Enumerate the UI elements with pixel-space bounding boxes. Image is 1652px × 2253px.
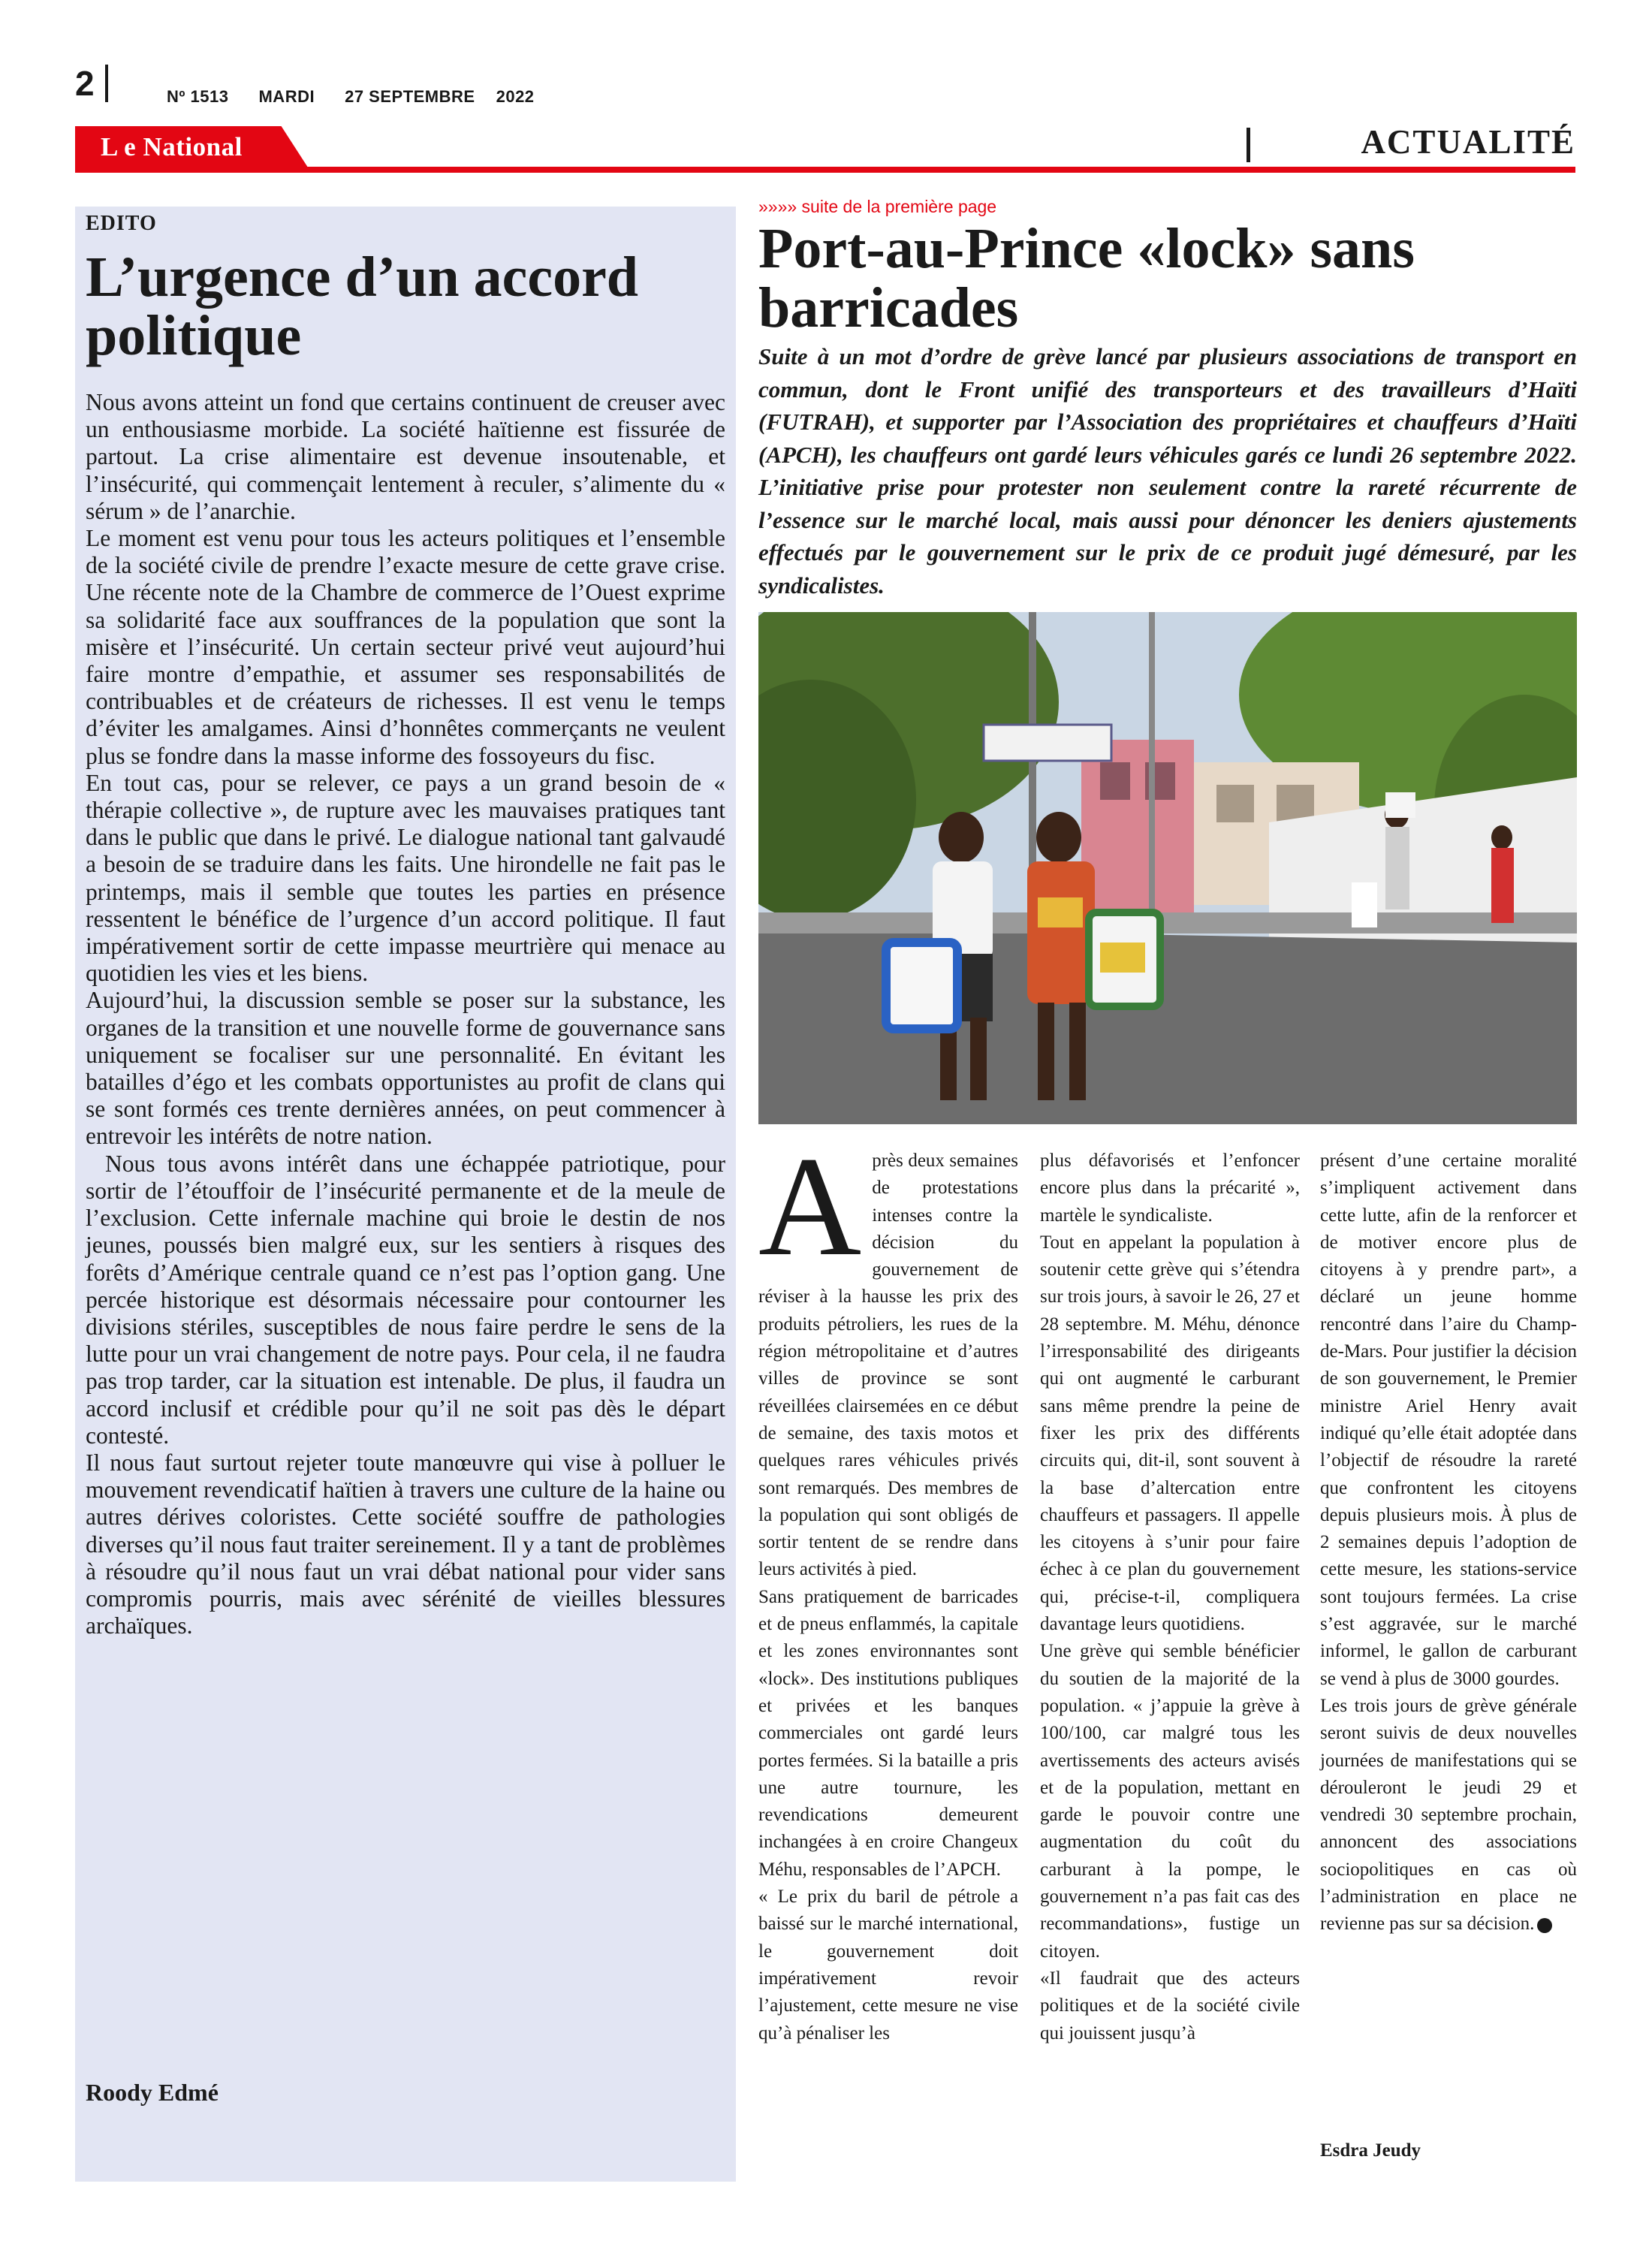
- article-column-3: [1320, 1148, 1577, 1938]
- article-headline: Port-au-Prince «lock» sans barricades: [758, 217, 1415, 339]
- article-author: Esdra Jeudy: [1320, 2140, 1421, 2161]
- issue-date: 27 SEPTEMBRE: [345, 87, 475, 106]
- article-lead: Suite à un mot d’ordre de grève lancé par plusieurs associations de transport en commun, dont le Front unifié des transporteurs et des travailleurs d’Haïti (FUTRAH), et supporter par l’Association des propriétaires et chauffeurs d’Haïti (APCH), les chauffeurs ont gardé leurs véhicules garés ce lundi 26 septembre 2022. L’initiative prise pour protester non seulement contre la rareté récurrente de l’essence sur le marché local, mais aussi pour dénoncer les deniers ajustements effectués par le gouvernement sur le prix de ce produit jugé démesuré, par les syndicalistes.: [758, 343, 1577, 599]
- article-paragraph: «Il faudrait que des acteurs politiques et de la société civile qui jouissent jusqu’à: [1040, 1968, 1300, 2043]
- article-paragraph: plus défavorisés et l’enfoncer encore plus dans la précarité », martèle le syndicaliste.: [1040, 1151, 1300, 1226]
- continued-kicker: »»»» suite de la première page: [758, 197, 997, 216]
- edito-paragraph: Le moment est venu pour tous les acteurs politiques et l’ensemble de la société civile de prendre l’exacte mesure de cette grave crise. Une récente note de la Chambre de commerce de l’Ouest exprime sa solidarité face aux souffrances de la population que sont la misère et l’insécurité. Un certain secteur privé veut aujourd’hui faire montre d’empathie, et assumer ses responsabilités de contribuables et de créateurs de richesses. Il est venu le temps d’éviter les amalgames. Ainsi d’honnêtes commerçants ne veulent plus se fondre dans la masse informe des fossoyeurs du fisc.: [86, 525, 725, 769]
- section-name: ACTUALITÉ: [1361, 123, 1575, 161]
- article-paragraph: près deux semaines de protestations intenses contre la décision du gouvernement de réviser à la hausse les prix des produits pétroliers, les rues de la région métropolitaine et d’autres villes de province se sont réveillées clairsemées en ce début de semaine, des taxis motos et quelques rares véhicules privés sont remarqués. Des membres de la population qui sont obligés de sortir tentent de se rendre dans leurs activités à pied.: [758, 1151, 1018, 1580]
- issue-info: [167, 87, 565, 107]
- page-number: 2: [75, 64, 95, 103]
- article-photo: [758, 612, 1577, 1124]
- issue-day: MARDI: [258, 87, 315, 106]
- article-column-1: [758, 1128, 1018, 2047]
- edito-paragraph: Aujourd’hui, la discussion semble se poser sur la substance, les organes de la transition et une nouvelle forme de gouvernance sans uniquement se focaliser sur une personnalité. En évitant les batailles d’égo et les combats opportunistes au profit de clans qui se sont formés ces trente dernières années, on peut commencer à entrevoir les intérêts de notre nation.: [86, 987, 725, 1150]
- article-paragraph: Sans pratiquement de barricades et de pneus enflammés, la capitale et les zones environnantes sont «lock». Des institutions publiques et privées et les banques commerciales ont gardé leurs portes fermées. Si la bataille a pris une autre tournure, les revendications demeurent inchangées à en croire Changeux Méhu, responsables de l’APCH.: [758, 1586, 1018, 1880]
- edito-paragraph: En tout cas, pour se relever, ce pays a un grand besoin de « thérapie collective », de rupture avec les mauvaises pratiques tant dans le public que dans le privé. Le dialogue national tant galvaudé a besoin de se traduire dans les faits. Une hirondelle ne fait pas le printemps, mais il semble que toutes les parties en présence ressentent le bénéfice de l’urgence d’un accord politique. Il faut impérativement sortir de cette impasse meurtrière qui menace au quotidien les vies et les biens.: [86, 769, 725, 987]
- page-number-divider: [105, 65, 108, 102]
- article-paragraph: Une grève qui semble bénéficier du soutien de la majorité de la population. « j’appuie la grève à 100/100, car malgré tous les avertissements des acteurs avisés et de la population, mettant en garde le pouvoir contre une augmentation du coût du carburant à la pompe, le gouvernement n’a pas fait cas des recommandations», fustige un citoyen.: [1040, 1641, 1300, 1962]
- drop-cap: A: [758, 1128, 862, 1286]
- end-mark-icon: [1537, 1918, 1552, 1933]
- newspaper-name: L e National: [101, 132, 243, 161]
- edito-body: [86, 389, 725, 1639]
- edito-paragraph: Il nous faut surtout rejeter toute manœuvre qui vise à polluer le mouvement revendicatif haïtien à travers une culture de la haine ou autres dérives coloristes. Cette société souffre de pathologies diverses qu’il nous faut traiter sereinement. Il y a tant de problèmes à résoudre qu’il nous faut un vrai débat national pour vider sans compromis pourris, mais avec sérénité de vieilles blessures archaïques.: [86, 1449, 725, 1639]
- article-paragraph: Tout en appelant la population à soutenir cette grève qui s’étendra sur trois jours, à savoir le 26, 27 et 28 septembre. M. Méhu, dénonce l’irresponsabilité des dirigeants qui ont augmenté le carburant sans même prendre la peine de fixer les prix des différents circuits qui, dit-il, sont souvent à la base d’altercation entre chauffeurs et passagers. Il appelle les citoyens à s’unir pour faire échec à ce plan du gouvernement qui, précise-t-il, compliquera davantage leurs quotidiens.: [1040, 1232, 1300, 1635]
- article-paragraph: présent d’une certaine moralité s’impliquent activement dans cette lutte, afin de la renforcer et de motiver encore plus de citoyens à y prendre part», a déclaré un jeune homme rencontré dans l’aire du Champ-de-Mars. Pour justifier la décision de son gouvernement, le Premier ministre Ariel Henry avait indiqué qu’elle était adoptée dans l’objectif de résoudre la rareté que confrontent les citoyens depuis plusieurs mois. À plus de 2 semaines depuis l’adoption de cette mesure, les stations-service sont toujours fermées. La crise s’est aggravée, sur le marché informel, le gallon de carburant se vend à plus de 3000 gourdes.: [1320, 1151, 1577, 1689]
- issue-number: Nº 1513: [167, 87, 229, 106]
- article-paragraph-last: [1320, 1693, 1577, 1938]
- section-divider: [1247, 128, 1250, 162]
- edito-title: L’urgence d’un accord politique: [86, 246, 639, 367]
- issue-year: 2022: [496, 87, 535, 106]
- edito-paragraph: Nous avons atteint un fond que certains continuent de creuser avec un enthousiasme morbide. La société haïtienne est fissurée de partout. La crise alimentaire est devenue insoutenable, et l’insécurité, qui commençait lentement à reculer, s’alimente du « sérum » de l’anarchie.: [86, 389, 725, 524]
- article-paragraph: « Le prix du baril de pétrole a baissé sur le marché international, le gouvernement doit impérativement revoir l’ajustement, cette mesure ne vise qu’à pénaliser les: [758, 1887, 1018, 2043]
- article-column-2: [1040, 1148, 1300, 2047]
- edito-tag: EDITO: [86, 212, 157, 235]
- edito-author: Roody Edmé: [86, 2079, 219, 2106]
- article-paragraph-text: Les trois jours de grève générale seront suivis de deux nouvelles journées de manifestations qui se dérouleront le jeudi 29 et vendredi 30 septembre prochain, annoncent des associations sociopolitiques en cas où l’administration en place ne revienne pas sur sa décision.: [1320, 1695, 1577, 1935]
- edito-paragraph: Nous tous avons intérêt dans une échappée patriotique, pour sortir de l’étouffoir de l’insécurité permanente et de la meule de l’exclusion. Cette infernale machine qui broie le destin de nos jeunes, poussés bien malgré eux, sur les sentiers à risques des forêts d’Amérique centrale quand ce n’est pas l’option gang. Une percée historique est désormais nécessaire pour contourner les divisions stériles, susceptibles de nous faire perdre le sens de la lutte pour un vrai changement de notre pays. Pour cela, il ne faudra pas trop tarder, car la situation est intenable. De plus, il faudra un accord inclusif et crédible pour qu’il ne soit pas dès le départ contesté.: [86, 1150, 725, 1449]
